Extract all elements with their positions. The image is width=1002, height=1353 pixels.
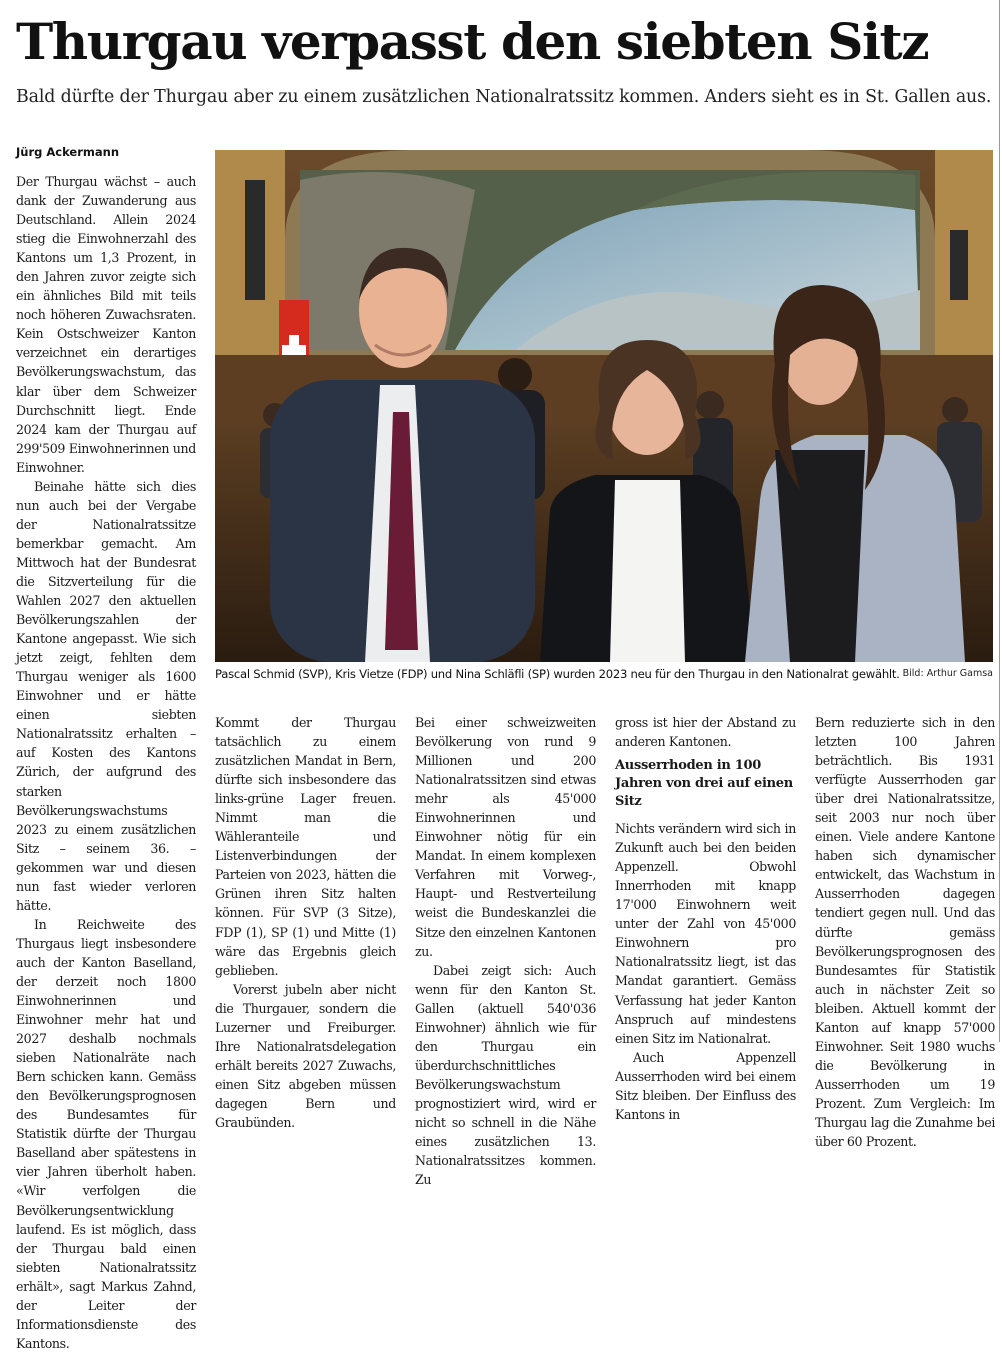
body-paragraph: Bei einer schweizweiten Bevölkerung von rund 9 Millionen und 200 Nationalratssitzen sind etwas mehr als 45'000 Einwohnerinnen und Einwohner nötig für ein Mandat. In einem komplexen Verfahren mit Vorweg-, Haupt- und Restverteilung weist die Bundeskanzlei die Sitze den einzelnen Kantonen zu. [415,715,596,959]
body-paragraph: Nichts verändern wird sich in Zukunft auch bei den beiden Appenzell. Obwohl Innerrhoden mit knapp 17'000 Einwohnern weit unter der Zahl von 45'000 Einwohnern pro Nationalratssitz liegt, ist das Mandat garantiert. Gemäss Verfassung hat jeder Kanton Anspruch auf mindestens einen Sitz im Nationalrat. [615,821,796,1046]
body-paragraph: Beinahe hätte sich dies nun auch bei der Vergabe der Nationalratssitze bemerkbar gemacht. Am Mittwoch hat der Bundesrat die Sitzverteilung für die Wahlen 2027 den aktuellen Bevölkerungszahlen der Kantone angepasst. Wie sich jetzt zeigt, fehlten dem Thurgau weniger als 1600 Einwohner und er hätte einen siebten Nationalratssitz erhalten – auf Kosten des Kantons Zürich, der aufgrund des starken Bevölkerungswachstums 2023 zu einem zusätzlichen Sitz – seinem 36. – gekommen war und diesen nun fast wieder verloren hätte. [16,478,196,913]
photo-caption: Pascal Schmid (SVP), Kris Vietze (FDP) und Nina Schläfli (SP) wurden 2023 neu für den Thurgau in den Nationalrat gewählt. [215,667,900,681]
page-edge-rule [999,0,1000,1042]
body-paragraph: Bern reduzierte sich in den letzten 100 Jahren beträchtlich. Bis 1931 verfügte Ausserrhoden gar über drei Nationalratssitze, seit 2003 nur noch über einen. Viele andere Kantone haben sich dynamischer entwickelt, das Wachstum in Ausserrhoden dagegen tendiert gegen null. Und das dürfte gemäss Bevölkerungsprognosen des Bundesamtes für Statistik auch in nächster Zeit so bleiben. Aktuell kommt der Kanton auf knapp 57'000 Einwohner. Seit 1980 wuchs die Bevölkerung in Ausserrhoden um 19 Prozent. Zum Vergleich: Im Thurgau lag die Zunahme bei über 60 Prozent. [815,715,995,1150]
body-paragraph: Kommt der Thurgau tatsächlich zu einem zusätzlichen Mandat in Bern, dürfte sich insbesondere das links-grüne Lager freuen. Nimmt man die Wähleranteile und Listenverbindungen der Parteien von 2023, hätten die Grünen ihren Sitz halten können. Für SVP (3 Sitze), FDP (1), SP (1) und Mitte (1) wäre das Ergebnis gleich geblieben. [215,715,396,978]
text-column-3 [415,713,596,1188]
body-paragraph: In Reichweite des Thurgaus liegt insbesondere auch der Kanton Baselland, der derzeit noch 1800 Einwohnerinnen und Einwohner mehr hat und 2027 deshalb nochmals sieben Nationalräte nach Bern schicken kann. Gemäss den Bevölkerungsprognosen des Bundesamtes für Statistik dürfte der Thurgau Baselland aber spätestens in vier Jahren überholt haben. «Wir verfolgen die Bevölkerungsentwicklung laufend. Es ist möglich, dass der Thurgau bald einen siebten Nationalratssitz erhält», sagt Markus Zahnd, der Leiter der Informationsdienste des Kantons. [16,916,196,1351]
body-paragraph: Vorerst jubeln aber nicht die Thurgauer, sondern die Luzerner und Freiburger. Ihre Nationalratsdelegation erhält bereits 2027 Zuwachs, einen Sitz abgeben müssen dagegen Bern und Graubünden. [215,981,396,1130]
text-column-4 [615,713,796,1122]
article-photo [215,150,993,662]
photo-illustration [215,150,993,662]
subtitle: Bald dürfte der Thurgau aber zu einem zusätzlichen Nationalratssitz kommen. Anders sieht es in St. Gallen aus. [16,87,992,107]
body-paragraph: gross ist hier der Abstand zu anderen Kantonen. [615,715,796,750]
text-column-5 [815,713,995,1150]
body-paragraph: Der Thurgau wächst – auch dank der Zuwanderung aus Deutschland. Allein 2024 stieg die Einwohnerzahl des Kantons um 1,3 Prozent, in den Jahren zuvor zeigte sich ein ähnliches Bild mit teils noch höheren Zuwachsraten. Kein Ostschweizer Kanton verzeichnet ein derartiges Bevölkerungswachstum, das klar über dem Schweizer Durchschnitt liegt. Ende 2024 kam der Thurgau auf 299'509 Einwohnerinnen und Einwohner. [16,174,196,475]
author-byline: Jürg Ackermann [16,145,120,159]
body-paragraph: Dabei zeigt sich: Auch wenn für den Kanton St. Gallen (aktuell 540'036 Einwohner) ähnlich wie für den Thurgau ein überdurchschnittliches Bevölkerungswachstum prognostiziert wird, wird er nicht so schnell in die Nähe eines zusätzlichen 13. Nationalratssitzes kommen. Zu [415,962,596,1188]
text-column-2 [215,713,396,1130]
photo-credit: Bild: Arthur Gamsa [902,668,993,679]
body-paragraph: Auch Appenzell Ausserrhoden wird bei einem Sitz bleiben. Der Einfluss des Kantons in [615,1049,796,1122]
crosshead: Ausserrhoden in 100 Jahren von drei auf einen Sitz [615,758,793,810]
headline: Thurgau verpasst den siebten Sitz [16,12,929,71]
text-column-1 [16,172,196,1351]
